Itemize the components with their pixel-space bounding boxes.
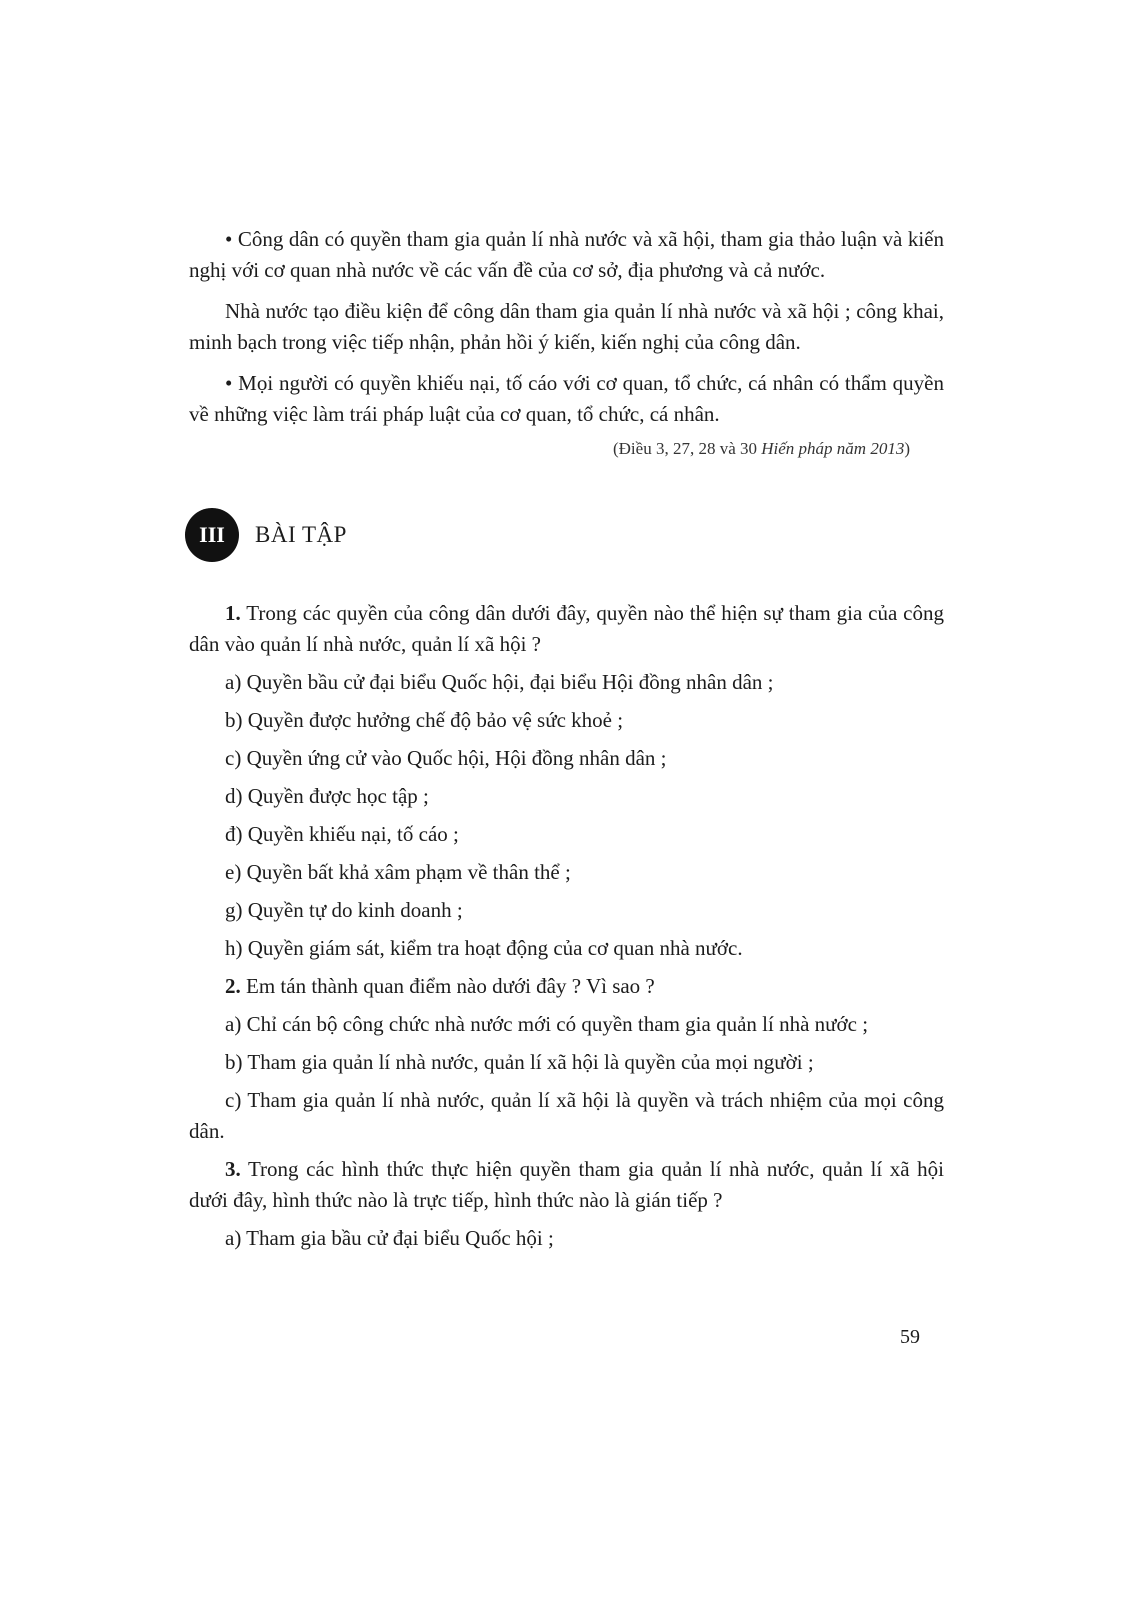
page-number: 59 bbox=[900, 1326, 920, 1348]
question-2-text: Em tán thành quan điểm nào dưới đây ? Vì sao ? bbox=[240, 974, 655, 998]
citation-prefix: (Điều 3, 27, 28 và 30 bbox=[612, 439, 762, 458]
q1-option-b: b) Quyền được hưởng chế độ bảo vệ sức khoẻ ; bbox=[225, 708, 624, 732]
q2-option-a: a) Chỉ cán bộ công chức nhà nước mới có quyền tham gia quản lí nhà nước ; bbox=[225, 1012, 869, 1036]
citation-italic: Hiến pháp năm 2013 bbox=[761, 439, 905, 458]
constitution-citation bbox=[189, 436, 944, 462]
q1-option-dd: đ) Quyền khiếu nại, tố cáo ; bbox=[225, 822, 459, 846]
q1-option-c: c) Quyền ứng cử vào Quốc hội, Hội đồng nhân dân ; bbox=[225, 746, 667, 770]
intro-paragraph-3: • Mọi người có quyền khiếu nại, tố cáo với cơ quan, tổ chức, cá nhân có thẩm quyền về những việc làm trái pháp luật của cơ quan, tổ chức, cá nhân. bbox=[189, 371, 944, 426]
intro-paragraph-1: • Công dân có quyền tham gia quản lí nhà nước và xã hội, tham gia thảo luận và kiến nghị với cơ quan nhà nước về các vấn đề của cơ sở, địa phương và cả nước. bbox=[189, 227, 944, 282]
section-title: BÀI TẬP bbox=[255, 522, 347, 547]
section-number-badge: III bbox=[185, 508, 239, 562]
question-2-number: 2. bbox=[225, 974, 241, 998]
question-1 bbox=[189, 598, 944, 660]
q1-option-e: e) Quyền bất khả xâm phạm về thân thể ; bbox=[225, 860, 571, 884]
section-header bbox=[185, 508, 944, 562]
question-1-text: Trong các quyền của công dân dưới đây, quyền nào thể hiện sự tham gia của công dân vào quản lí nhà nước, quản lí xã hội ? bbox=[189, 601, 944, 656]
q2-option-c: c) Tham gia quản lí nhà nước, quản lí xã hội là quyền và trách nhiệm của mọi công dân. bbox=[189, 1088, 944, 1143]
citation-suffix: ) bbox=[904, 439, 910, 458]
q3-option-a: a) Tham gia bầu cử đại biểu Quốc hội ; bbox=[225, 1226, 554, 1250]
question-2 bbox=[189, 971, 944, 1002]
question-3-text: Trong các hình thức thực hiện quyền tham gia quản lí nhà nước, quản lí xã hội dưới đây, hình thức nào là trực tiếp, hình thức nào là gián tiếp ? bbox=[189, 1157, 944, 1212]
q1-option-d: d) Quyền được học tập ; bbox=[225, 784, 429, 808]
q1-option-g: g) Quyền tự do kinh doanh ; bbox=[225, 898, 463, 922]
question-3 bbox=[189, 1154, 944, 1216]
page-content bbox=[189, 224, 944, 1261]
q1-option-a: a) Quyền bầu cử đại biểu Quốc hội, đại biểu Hội đồng nhân dân ; bbox=[225, 670, 774, 694]
intro-paragraph-2: Nhà nước tạo điều kiện để công dân tham gia quản lí nhà nước và xã hội ; công khai, minh bạch trong việc tiếp nhận, phản hồi ý kiến, kiến nghị của công dân. bbox=[189, 299, 944, 354]
q2-option-b: b) Tham gia quản lí nhà nước, quản lí xã hội là quyền của mọi người ; bbox=[225, 1050, 814, 1074]
q1-option-h: h) Quyền giám sát, kiểm tra hoạt động của cơ quan nhà nước. bbox=[225, 936, 743, 960]
question-3-number: 3. bbox=[225, 1157, 241, 1181]
question-1-number: 1. bbox=[225, 601, 241, 625]
